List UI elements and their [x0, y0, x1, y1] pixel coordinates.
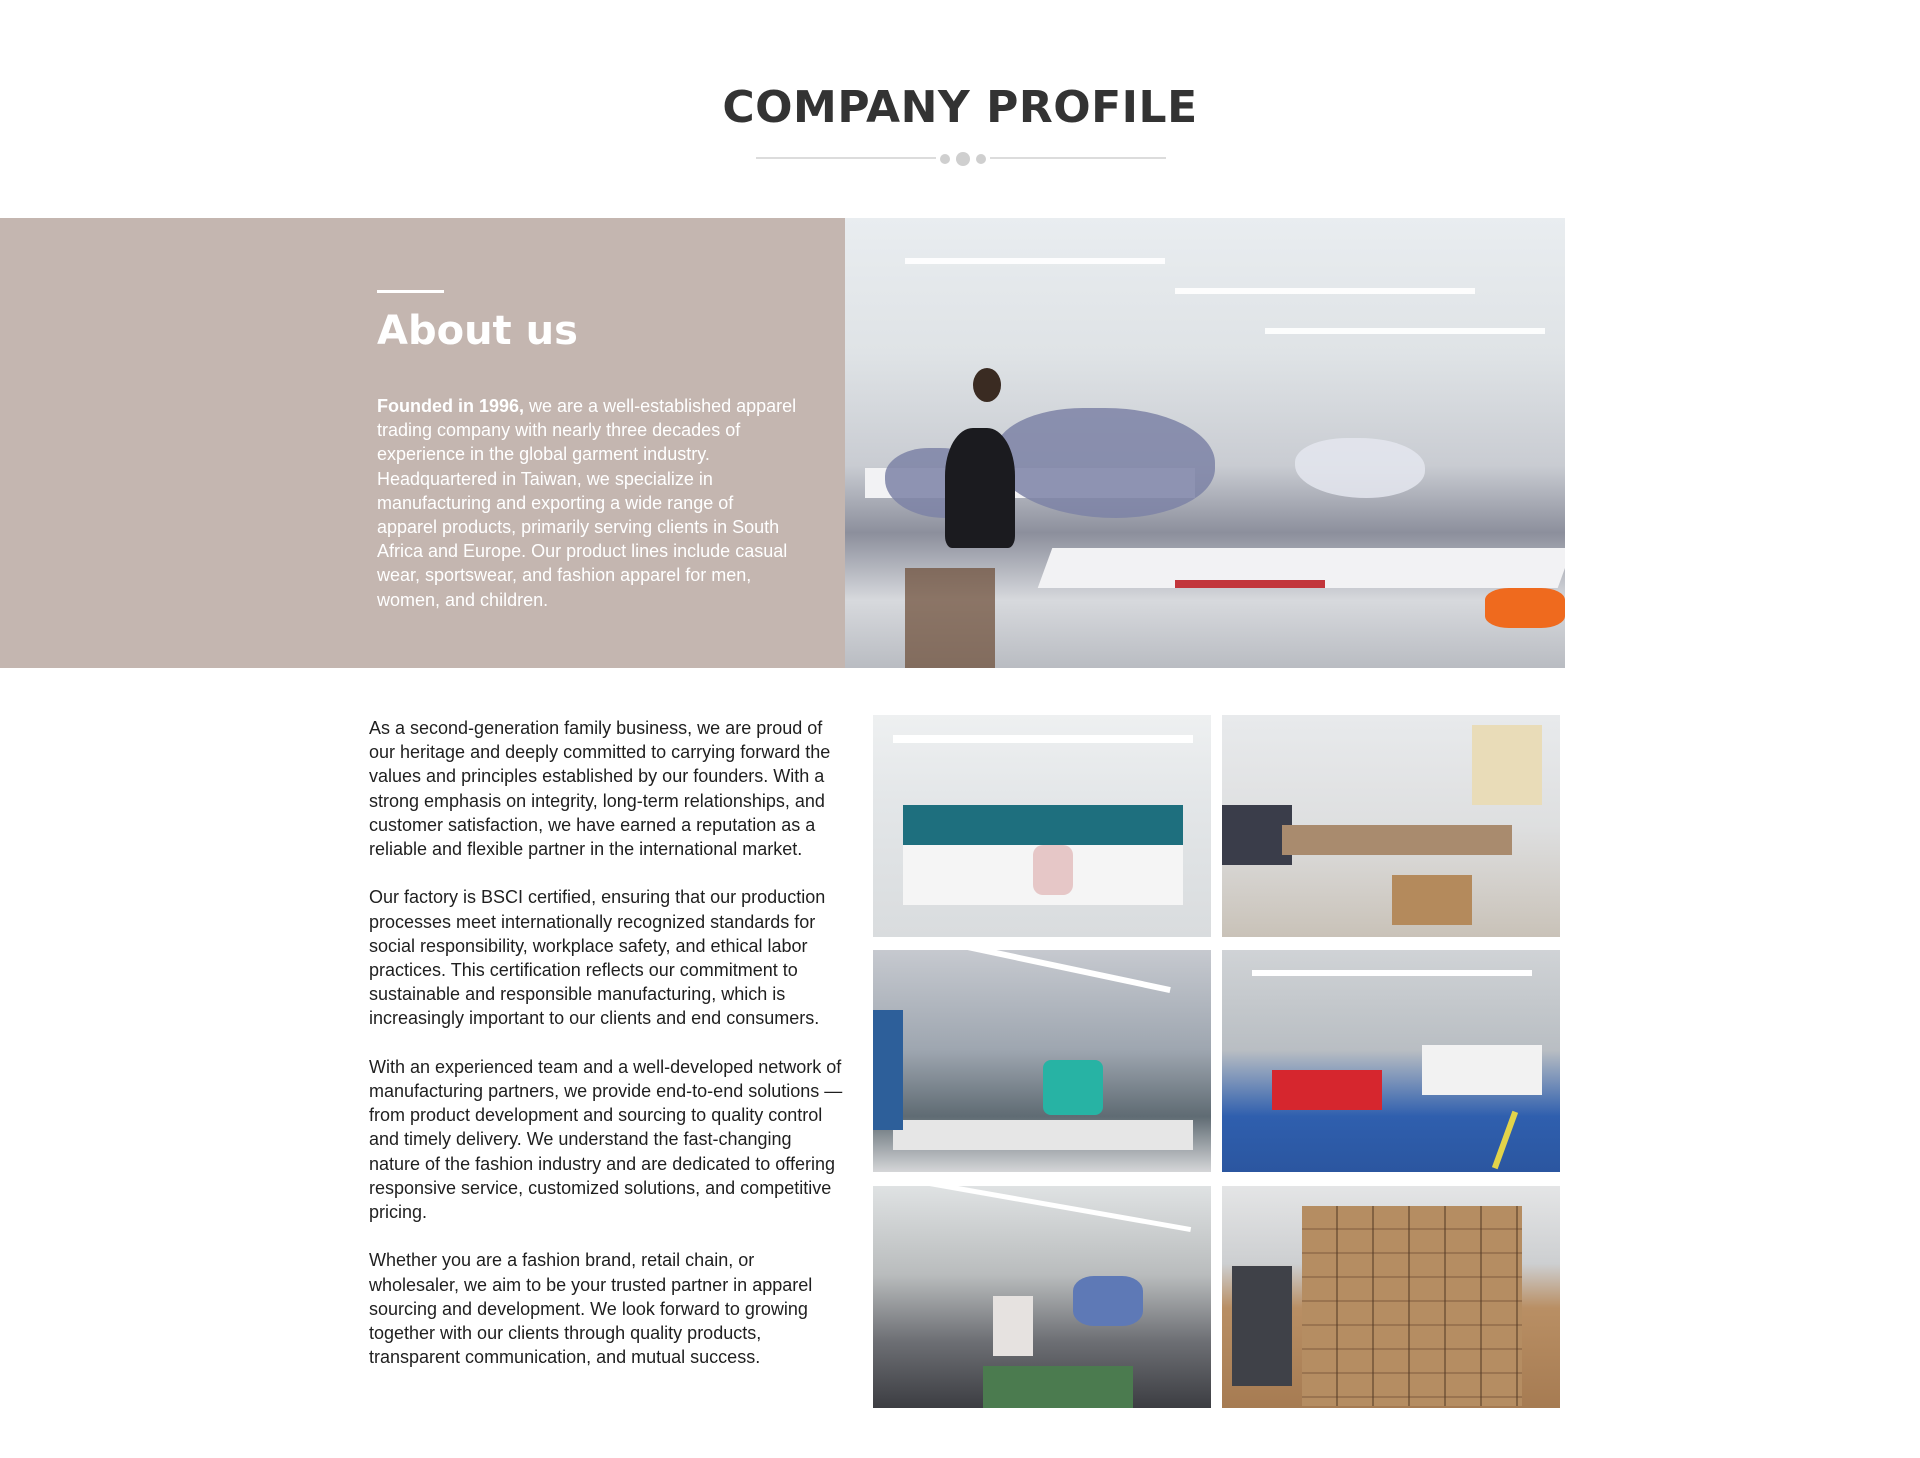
paragraph: Our factory is BSCI certified, ensuring that our production processes meet internationally recognized standards for social responsibility, workplace safety, and ethical labor practices. This certification reflects our commitment to sustainable and responsible manufacturing, which is increasingly important to our clients and end consumers.	[369, 887, 826, 1029]
company-description	[369, 716, 847, 1369]
page-title: COMPANY PROFILE	[722, 82, 1198, 133]
about-lead-bold: Founded in 1996,	[377, 396, 525, 416]
sewing-line-photo	[873, 1186, 1211, 1408]
about-lead-text: we are a well-established apparel trading company with nearly three decades of experience in the global garment industry. Headquartered in Taiwan, we specialize in manufacturing and exporting a wide range of apparel products, primarily serving clients in South Africa and Europe. Our product lines include casual wear, sportswear, and fashion apparel for men, women, and children.	[377, 396, 797, 610]
paragraph: With an experienced team and a well-developed network of manufacturing partners, we provide end-to-end solutions — from product development and sourcing to quality control and timely delivery. We understand the fast-changing nature of the fashion industry and are dedicated to offering responsive service, customized solutions, and competitive pricing.	[369, 1056, 843, 1223]
title-divider	[756, 150, 1166, 166]
about-description	[377, 394, 797, 612]
warehouse-sorting-photo	[1222, 950, 1560, 1172]
paragraph: Whether you are a fashion brand, retail chain, or wholesaler, we aim to be your trusted partner in apparel sourcing and development. We look forward to growing together with our clients through quality products, transparent communication, and mutual success.	[369, 1250, 813, 1368]
office-cubicles-photo	[873, 715, 1211, 937]
about-accent-line	[377, 290, 444, 293]
about-heading: About us	[377, 308, 578, 354]
paragraph: As a second-generation family business, we are proud of our heritage and deeply committed to carrying forward the values and principles established by our founders. With a strong emphasis on integrity, long-term relationships, and customer satisfaction, we have earned a reputation as a reliable and flexible partner in the international market.	[369, 718, 831, 860]
office-desks-photo	[1222, 715, 1560, 937]
factory-floor-photo	[845, 218, 1565, 668]
packed-cartons-photo	[1222, 1186, 1560, 1408]
cutting-room-photo	[873, 950, 1211, 1172]
